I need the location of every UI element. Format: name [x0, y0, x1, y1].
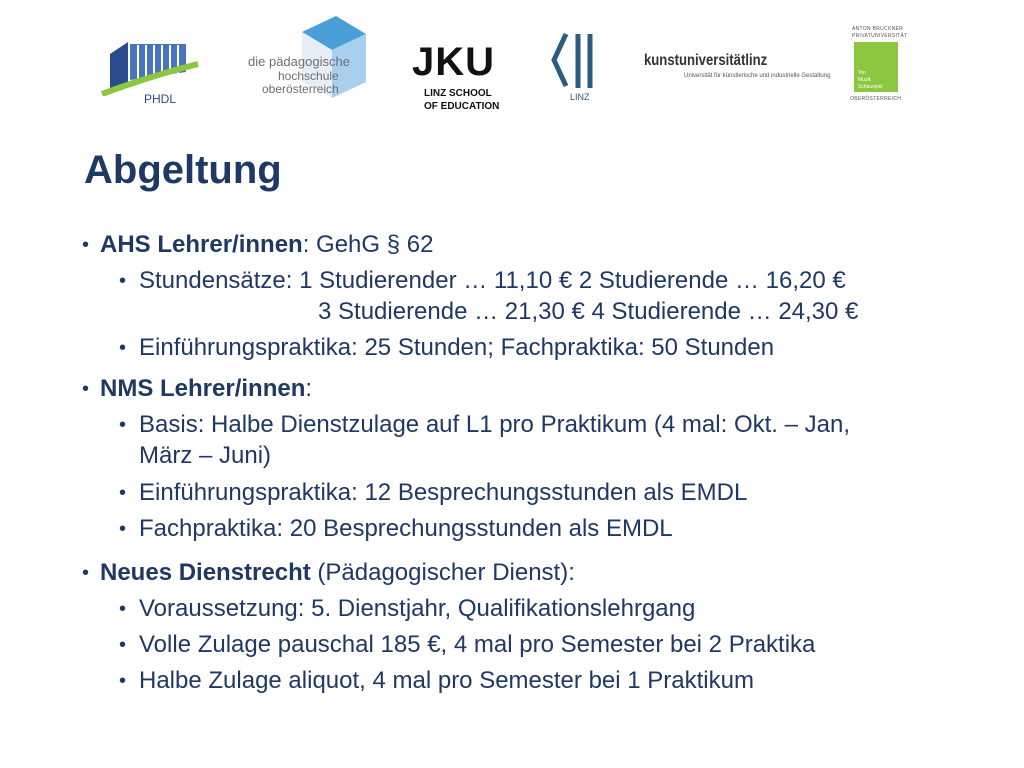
- linz-mark-icon: [550, 30, 598, 92]
- bullet-nms: •: [82, 378, 90, 400]
- ph-line3: oberösterreich: [262, 82, 339, 96]
- bullet-neues: •: [82, 562, 90, 584]
- ahs-heading: AHS Lehrer/innen: [100, 231, 303, 258]
- bullet-nms-item1: •: [119, 414, 127, 436]
- neues-heading: Neues Dienstrecht: [100, 559, 311, 586]
- neues-heading-line: [100, 558, 575, 588]
- bullet-neues-item1: •: [119, 598, 127, 620]
- kunstuni-main: kunstuniversitätlinz: [644, 52, 768, 69]
- bullet-neues-item2: •: [119, 634, 127, 656]
- bullet-ahs-rates: •: [119, 270, 127, 292]
- kunstuni-logo: [644, 52, 831, 86]
- nms-rest: :: [305, 375, 313, 402]
- ahs-rates-line1: Stundensätze: 1 Studierender … 11,10 € 2 Studierende … 16,20 €: [139, 267, 846, 294]
- bruckner-logo: [848, 26, 908, 106]
- ahs-item2: Einführungspraktika: 25 Stunden; Fachpraktika: 50 Stunden: [139, 334, 775, 361]
- nms-item3: Fachpraktika: 20 Besprechungsstunden als EMDL: [139, 515, 673, 542]
- nms-item1-line2: März – Juni): [139, 442, 272, 469]
- phdl-building-icon: [100, 36, 200, 96]
- nms-item1-line1: Basis: Halbe Dienstzulage auf L1 pro Praktikum (4 mal: Okt. – Jan,: [139, 411, 850, 438]
- jku-mark: JKU: [412, 40, 496, 84]
- neues-item2: Volle Zulage pauschal 185 €, 4 mal pro Semester bei 2 Praktika: [139, 631, 816, 658]
- bruckner-top1: ANTON BRUCKNER: [852, 26, 904, 32]
- neues-item1: Voraussetzung: 5. Dienstjahr, Qualifikationslehrgang: [139, 595, 696, 622]
- bullet-nms-item2: •: [119, 482, 127, 504]
- page-title: Abgeltung: [84, 148, 282, 192]
- kunstuni-sub: Universität für künstlerische und industrielle Gestaltung: [684, 73, 831, 79]
- bruckner-box2: Musik: [858, 77, 872, 83]
- linz-logo: [550, 30, 598, 108]
- bruckner-box3: Schauspiel: [858, 84, 883, 90]
- bruckner-green-box: [854, 42, 898, 92]
- bruckner-box1: Ton: [858, 70, 867, 76]
- jku-logo: [410, 40, 500, 116]
- phdl-label: PHDL: [144, 92, 177, 106]
- ph-line1: die pädagogische: [248, 54, 350, 69]
- ahs-rest: : GehG § 62: [302, 231, 434, 258]
- bruckner-top2: PRIVATUNIVERSITÄT: [852, 33, 908, 39]
- bullet-ahs-item2: •: [119, 337, 127, 359]
- ph-line2: hochschule: [278, 69, 339, 83]
- jku-sub1: LINZ SCHOOL: [424, 88, 492, 99]
- nms-heading-line: [100, 374, 312, 404]
- neues-rest: (Pädagogischer Dienst):: [310, 559, 575, 586]
- bullet-neues-item3: •: [119, 670, 127, 692]
- bruckner-bottom: OBERÖSTERREICH: [850, 96, 902, 102]
- bullet-nms-item3: •: [119, 518, 127, 540]
- ph-ooe-logo: [246, 16, 371, 100]
- nms-heading: NMS Lehrer/innen: [100, 375, 306, 402]
- neues-item3: Halbe Zulage aliquot, 4 mal pro Semester bei 1 Praktikum: [139, 667, 754, 694]
- nms-item2: Einführungspraktika: 12 Besprechungsstunden als EMDL: [139, 479, 748, 506]
- jku-sub2: OF EDUCATION: [424, 101, 500, 112]
- linz-label: LINZ: [570, 92, 590, 102]
- ahs-heading-line: [100, 230, 433, 260]
- bullet-ahs: •: [82, 234, 90, 256]
- phdl-logo: [100, 36, 200, 108]
- ahs-rates-line2: 3 Studierende … 21,30 € 4 Studierende … 24,30 €: [318, 298, 859, 325]
